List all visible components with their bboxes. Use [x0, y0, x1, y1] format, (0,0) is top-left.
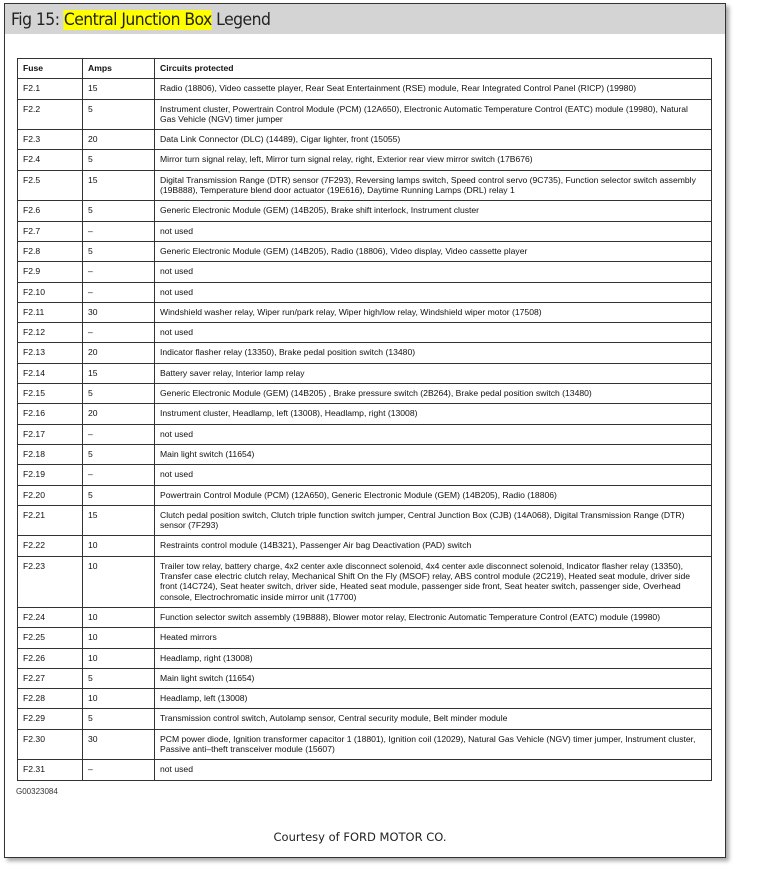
fuse-cell: F2.31: [18, 760, 83, 780]
table-row: [18, 241, 712, 261]
circuits-cell: Main light switch (11654): [155, 668, 712, 688]
circuits-cell: Powertrain Control Module (PCM) (12A650), Generic Electronic Module (GEM) (14B205), Radio (18806): [155, 485, 712, 505]
fuse-cell: F2.23: [18, 556, 83, 607]
fuse-cell: F2.29: [18, 709, 83, 729]
amps-cell: 30: [83, 729, 155, 760]
amps-cell: 5: [83, 444, 155, 464]
circuits-cell: not used: [155, 760, 712, 780]
amps-cell: 5: [83, 668, 155, 688]
amps-cell: 5: [83, 384, 155, 404]
circuits-cell: Transmission control switch, Autolamp sensor, Central security module, Belt minder module: [155, 709, 712, 729]
table-row: [18, 130, 712, 150]
table-row: [18, 150, 712, 170]
table-row: [18, 302, 712, 322]
circuits-cell: Heated mirrors: [155, 628, 712, 648]
fuse-legend-table: [17, 58, 712, 781]
table-header-row: [18, 59, 712, 79]
table-row: [18, 363, 712, 383]
amps-cell: 15: [83, 363, 155, 383]
circuits-cell: Clutch pedal position switch, Clutch triple function switch jumper, Central Junction Box (CJB) (14A068), Digital Transmission Range (DTR) sensor (7F293): [155, 505, 712, 536]
fuse-cell: F2.7: [18, 221, 83, 241]
fuse-cell: F2.6: [18, 201, 83, 221]
table-row: [18, 729, 712, 760]
amps-cell: 5: [83, 201, 155, 221]
table-row: [18, 99, 712, 130]
fuse-cell: F2.21: [18, 505, 83, 536]
figure-title: [11, 10, 270, 30]
circuits-cell: Function selector switch assembly (19B888), Blower motor relay, Electronic Automatic Temperature Control (EATC) module (19980): [155, 607, 712, 627]
fuse-cell: F2.4: [18, 150, 83, 170]
fuse-cell: F2.12: [18, 323, 83, 343]
column-header-circuits: Circuits protected: [155, 59, 712, 79]
circuits-cell: not used: [155, 465, 712, 485]
amps-cell: –: [83, 760, 155, 780]
amps-cell: 30: [83, 302, 155, 322]
column-header-amps: Amps: [83, 59, 155, 79]
fuse-cell: F2.13: [18, 343, 83, 363]
circuits-cell: Digital Transmission Range (DTR) sensor (7F293), Reversing lamps switch, Speed control servo (9C735), Function selector switch assembly (19B888), Temperature blend door actuator (19E616), Daytime Running Lamps (DRL) relay 1: [155, 170, 712, 201]
circuits-cell: Main light switch (11654): [155, 444, 712, 464]
circuits-cell: PCM power diode, Ignition transformer capacitor 1 (18801), Ignition coil (12029), Natural Gas Vehicle (NGV) timer jumper, Instrument cluster, Passive anti–theft transceiver module (15607): [155, 729, 712, 760]
title-highlight: Central Junction Box: [63, 10, 212, 30]
amps-cell: 10: [83, 648, 155, 668]
circuits-cell: Instrument cluster, Powertrain Control Module (PCM) (12A650), Electronic Automatic Temperature Control (EATC) module (19980), Natural Gas Vehicle (NGV) timer jumper: [155, 99, 712, 130]
fuse-cell: F2.25: [18, 628, 83, 648]
circuits-cell: Restraints control module (14B321), Passenger Air bag Deactivation (PAD) switch: [155, 536, 712, 556]
circuits-cell: Generic Electronic Module (GEM) (14B205), Brake shift interlock, Instrument cluster: [155, 201, 712, 221]
title-prefix: Fig 15:: [11, 10, 64, 30]
amps-cell: 20: [83, 343, 155, 363]
amps-cell: 20: [83, 404, 155, 424]
table-row: [18, 465, 712, 485]
amps-cell: 10: [83, 628, 155, 648]
fuse-cell: F2.19: [18, 465, 83, 485]
title-suffix: Legend: [211, 10, 271, 30]
amps-cell: 15: [83, 505, 155, 536]
table-row: [18, 404, 712, 424]
fuse-cell: F2.18: [18, 444, 83, 464]
fuse-cell: F2.8: [18, 241, 83, 261]
circuits-cell: not used: [155, 323, 712, 343]
table-row: [18, 262, 712, 282]
table-row: [18, 221, 712, 241]
circuits-cell: Windshield washer relay, Wiper run/park relay, Wiper high/low relay, Windshield wiper motor (17508): [155, 302, 712, 322]
amps-cell: –: [83, 465, 155, 485]
table-row: [18, 648, 712, 668]
table-row: [18, 201, 712, 221]
fuse-cell: F2.24: [18, 607, 83, 627]
table-row: [18, 424, 712, 444]
fuse-cell: F2.22: [18, 536, 83, 556]
fuse-cell: F2.1: [18, 79, 83, 99]
figure-frame: [4, 3, 726, 858]
circuits-cell: Mirror turn signal relay, left, Mirror turn signal relay, right, Exterior rear view mirror switch (17B676): [155, 150, 712, 170]
amps-cell: 10: [83, 536, 155, 556]
table-row: [18, 485, 712, 505]
circuits-cell: not used: [155, 282, 712, 302]
table-row: [18, 79, 712, 99]
amps-cell: –: [83, 282, 155, 302]
fuse-cell: F2.5: [18, 170, 83, 201]
amps-cell: 10: [83, 607, 155, 627]
fuse-cell: F2.2: [18, 99, 83, 130]
circuits-cell: Generic Electronic Module (GEM) (14B205), Radio (18806), Video display, Video cassette player: [155, 241, 712, 261]
amps-cell: –: [83, 323, 155, 343]
circuits-cell: not used: [155, 424, 712, 444]
table-row: [18, 628, 712, 648]
fuse-cell: F2.20: [18, 485, 83, 505]
amps-cell: –: [83, 262, 155, 282]
amps-cell: 5: [83, 99, 155, 130]
table-row: [18, 505, 712, 536]
amps-cell: 10: [83, 689, 155, 709]
amps-cell: –: [83, 424, 155, 444]
amps-cell: –: [83, 221, 155, 241]
circuits-cell: Battery saver relay, Interior lamp relay: [155, 363, 712, 383]
fuse-cell: F2.30: [18, 729, 83, 760]
table-row: [18, 709, 712, 729]
circuits-cell: Headlamp, right (13008): [155, 648, 712, 668]
amps-cell: 20: [83, 130, 155, 150]
table-row: [18, 536, 712, 556]
column-header-fuse: Fuse: [18, 59, 83, 79]
circuits-cell: Headlamp, left (13008): [155, 689, 712, 709]
amps-cell: 5: [83, 709, 155, 729]
table-row: [18, 343, 712, 363]
table-row: [18, 668, 712, 688]
circuits-cell: not used: [155, 262, 712, 282]
fuse-cell: F2.3: [18, 130, 83, 150]
table-row: [18, 384, 712, 404]
amps-cell: 5: [83, 485, 155, 505]
table-row: [18, 282, 712, 302]
fuse-cell: F2.17: [18, 424, 83, 444]
amps-cell: 15: [83, 79, 155, 99]
circuits-cell: Radio (18806), Video cassette player, Rear Seat Entertainment (RSE) module, Rear Integrated Control Panel (RICP) (19980): [155, 79, 712, 99]
fuse-cell: F2.26: [18, 648, 83, 668]
table-row: [18, 689, 712, 709]
fuse-cell: F2.16: [18, 404, 83, 424]
circuits-cell: Data Link Connector (DLC) (14489), Cigar lighter, front (15055): [155, 130, 712, 150]
figure-code: G00323084: [16, 787, 58, 796]
courtesy-credit: Courtesy of FORD MOTOR CO.: [273, 830, 447, 844]
fuse-cell: F2.28: [18, 689, 83, 709]
amps-cell: 5: [83, 150, 155, 170]
circuits-cell: Instrument cluster, Headlamp, left (13008), Headlamp, right (13008): [155, 404, 712, 424]
amps-cell: 5: [83, 241, 155, 261]
table-row: [18, 170, 712, 201]
fuse-cell: F2.9: [18, 262, 83, 282]
fuse-cell: F2.10: [18, 282, 83, 302]
table-row: [18, 760, 712, 780]
fuse-cell: F2.15: [18, 384, 83, 404]
fuse-cell: F2.14: [18, 363, 83, 383]
fuse-cell: F2.27: [18, 668, 83, 688]
fuse-cell: F2.11: [18, 302, 83, 322]
table-row: [18, 323, 712, 343]
circuits-cell: Trailer tow relay, battery charge, 4x2 center axle disconnect solenoid, 4x4 center axle disconnect solenoid, Indicator flasher relay (13350), Transfer case electric clutch relay, Mechanical Shift On the Fly (MSOF) relay, ABS control module (2C219), Heated seat module, driver side front (14C724), Seat heater switch, driver side, Heated seat module, passenger side front, Seat heater switch, passenger side, Overhead console, Electrochromatic inside mirror unit (17700): [155, 556, 712, 607]
circuits-cell: Indicator flasher relay (13350), Brake pedal position switch (13480): [155, 343, 712, 363]
table-row: [18, 607, 712, 627]
circuits-cell: Generic Electronic Module (GEM) (14B205) , Brake pressure switch (2B264), Brake pedal position switch (13480): [155, 384, 712, 404]
amps-cell: 15: [83, 170, 155, 201]
figure-header: [5, 4, 725, 34]
amps-cell: 10: [83, 556, 155, 607]
table-row: [18, 444, 712, 464]
table-row: [18, 556, 712, 607]
circuits-cell: not used: [155, 221, 712, 241]
